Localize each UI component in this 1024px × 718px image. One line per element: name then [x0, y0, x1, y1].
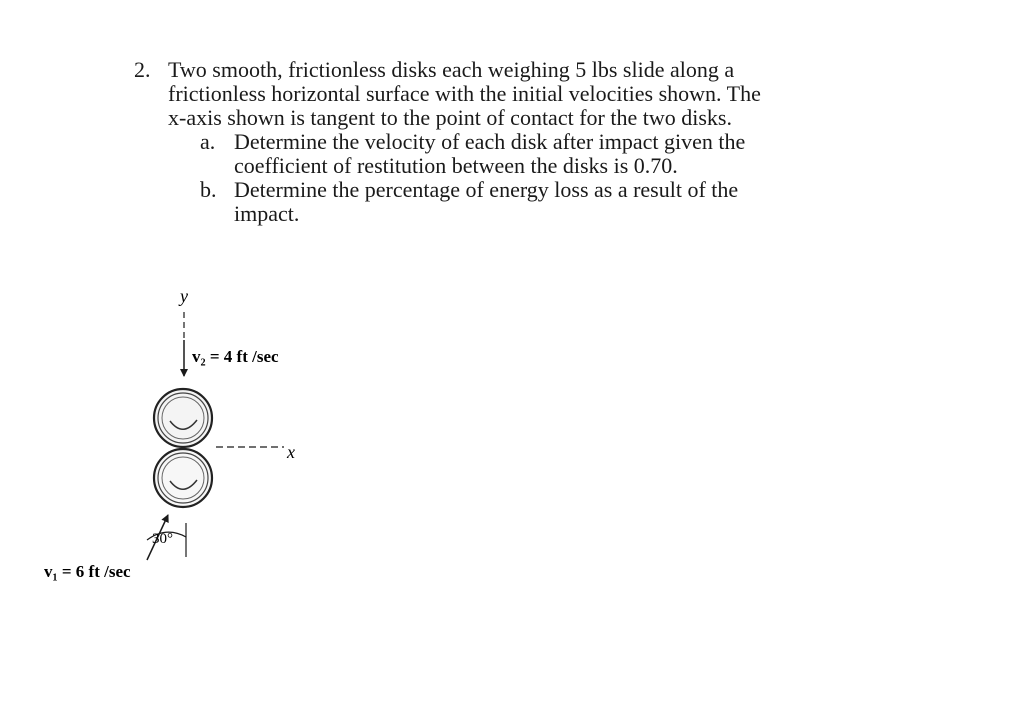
stem-line: Two smooth, frictionless disks each weighing 5 lbs slide along a	[168, 57, 735, 82]
v2-label: v₂ = 4 ft /sec	[192, 347, 279, 366]
part-b-line: impact.	[234, 201, 300, 226]
angle-label: 30°	[152, 531, 173, 547]
y-axis-label: y	[180, 286, 188, 306]
problem-number: 2.	[134, 57, 151, 82]
stem-line: frictionless horizontal surface with the initial velocities shown. The	[168, 81, 761, 106]
stem-line: x-axis shown is tangent to the point of contact for the two disks.	[168, 105, 732, 130]
part-b-label: b.	[200, 177, 217, 202]
x-axis-label: x	[287, 442, 295, 462]
part-a-line: coefficient of restitution between the disks is 0.70.	[234, 153, 678, 178]
part-b-line: Determine the percentage of energy loss as a result of the	[234, 177, 739, 202]
upper-disk	[154, 389, 212, 447]
part-a-label: a.	[200, 129, 216, 154]
part-a-line: Determine the velocity of each disk after impact given the	[234, 129, 746, 154]
v1-label: v₁ = 6 ft /sec	[44, 562, 131, 581]
lower-disk	[154, 449, 212, 507]
